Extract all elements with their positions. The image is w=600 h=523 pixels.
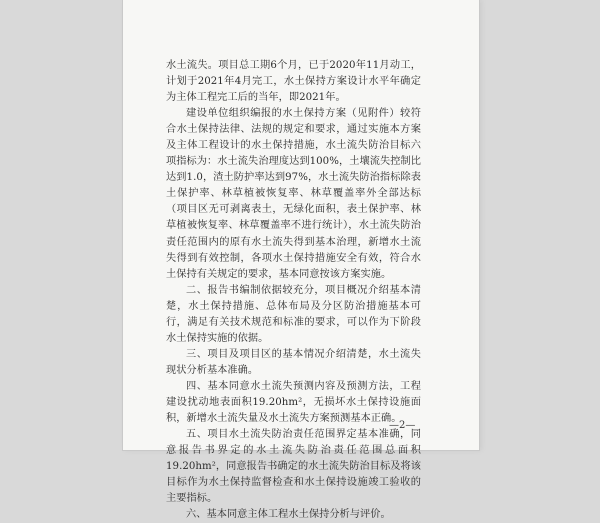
paragraph-plan-assessment: 建设单位组织编报的水土保持方案（见附件）较符合水土保持法律、法规的规定和要求，通过实施本方案及主体工程设计的水土保持措施，水土流失防治目标六项指标为：水土流失治理度达到100%，土壤流失控制比达到1.0，渣土防护率达到97%，水土流失防治指标除表土保护率、林草植被恢复率、林草覆盖率外全部达标（项目区无可剥离表土，无绿化面积，表土保护率、林草植被恢复率、林草覆盖率不进行统计），水土流失防治责任范围内的原有水土流失得到基本治理，新增水土流失得到有效控制，各项水土保持措施安全有效，符合水土保持有关规定的要求，基本同意按该方案实施。 [166, 108, 421, 280]
paragraph-item-3: 三、项目及项目区的基本情况介绍清楚，水土流失现状分析基本准确。 [166, 348, 421, 376]
document-body [166, 58, 421, 523]
paragraph-item-2: 二、报告书编制依据较充分，项目概况介绍基本清楚，水土保持措施、总体布局及分区防治措施基本可行，满足有关技术规范和标准的要求，可以作为下阶段水土保持实施的依据。 [166, 284, 421, 344]
paragraph-item-6: 六、基本同意主体工程水土保持分析与评价。 [186, 509, 391, 521]
page-number: —2— [389, 420, 416, 431]
paragraph-project-schedule: 水土流失。项目总工期6个月，已于2020年11月动工，计划于2021年4月完工，水土保持方案设计水平年确定为主体工程完工后的当年，即2021年。 [166, 60, 421, 104]
paragraph-item-4: 四、基本同意水土流失预测内容及预测方法，工程建设扰动地表面积19.20hm²，无损坏水土保持设施面积，新增水土流失量及水土流失方案预测基本正确。 [166, 380, 421, 425]
paragraph-item-5: 五、项目水土流失防治责任范围界定基本准确，同意报告书界定的水土流失防治责任范围总面积19.20hm²，同意报告书确定的水土流失防治目标及将该目标作为水土保持监督检查和水土保持设施竣工验收的主要指标。 [166, 429, 421, 505]
